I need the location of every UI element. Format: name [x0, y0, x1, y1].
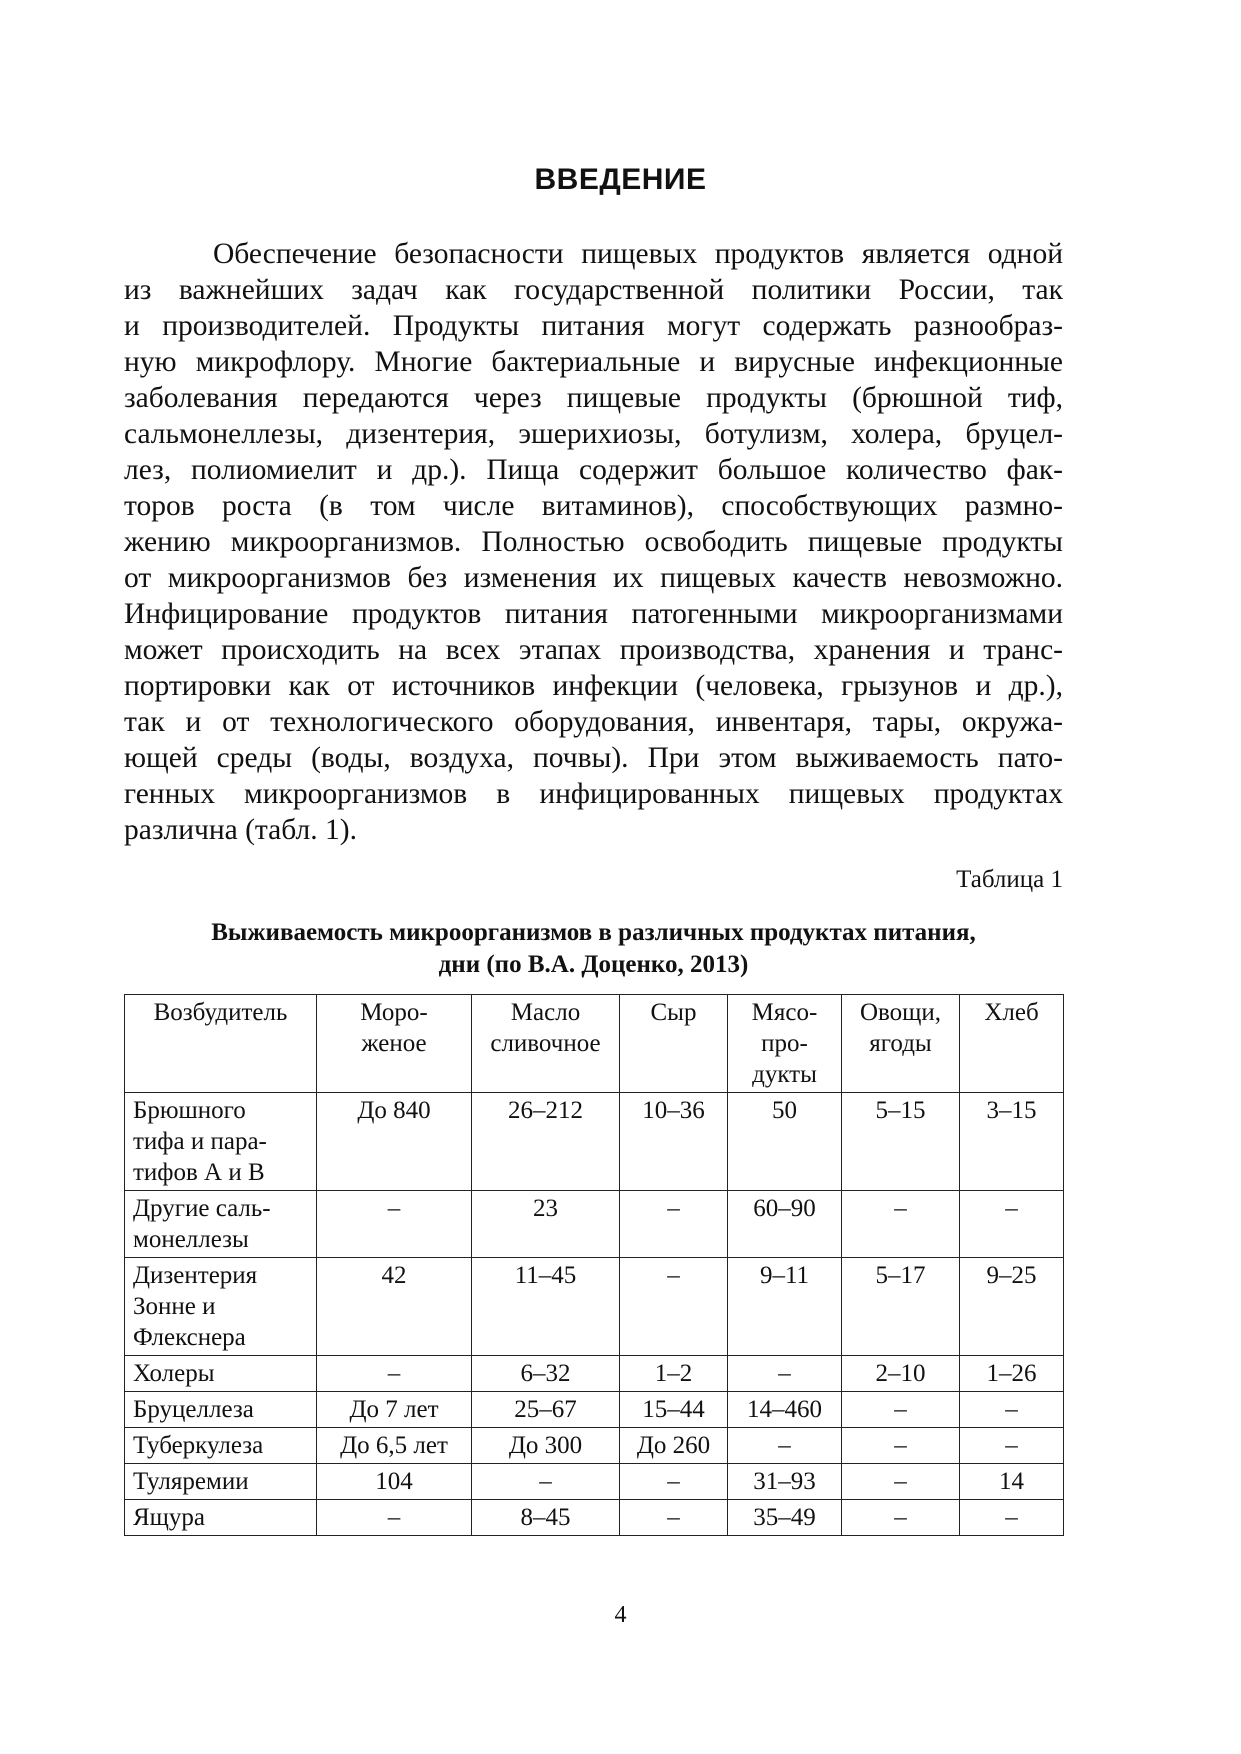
value-cell: 14–460 — [728, 1392, 842, 1428]
value-cell: 10–36 — [620, 1093, 728, 1191]
pathogen-text: Ящура — [133, 1504, 206, 1531]
value-cell: – — [620, 1500, 728, 1536]
header-text: Сыр — [650, 999, 697, 1026]
value-cell: 8–45 — [472, 1500, 620, 1536]
value-cell: – — [960, 1500, 1064, 1536]
value-cell: 11–45 — [472, 1258, 620, 1356]
value-cell: 35–49 — [728, 1500, 842, 1536]
pathogen-text: Бруцеллеза — [133, 1396, 254, 1423]
paragraph-line: может происходить на всех этапах производства, хранения и транс- — [124, 634, 1063, 666]
table-row — [125, 1093, 1064, 1191]
table-row — [125, 1191, 1064, 1258]
table-row — [125, 1428, 1064, 1464]
value-cell: 1–2 — [620, 1356, 728, 1392]
header-text: Хлеб — [984, 999, 1039, 1026]
paragraph-line: торов роста (в том числе витаминов), способствующих размно- — [124, 490, 1063, 522]
pathogen-cell — [125, 1464, 317, 1500]
value-cell: – — [960, 1428, 1064, 1464]
paragraph-line: заболевания передаются через пищевые продукты (брюшной тиф, — [124, 382, 1063, 414]
page-number: 4 — [614, 1602, 627, 1628]
header-text: Овощи, — [859, 999, 942, 1026]
header-pathogen — [125, 995, 317, 1093]
paragraph-line: так и от технологического оборудования, инвентаря, тары, окружа- — [124, 706, 1063, 738]
pathogen-cell — [125, 1191, 317, 1258]
header-text: Возбудитель — [153, 999, 288, 1026]
header-meat — [728, 995, 842, 1093]
value-cell: 25–67 — [472, 1392, 620, 1428]
value-cell: До 840 — [317, 1093, 472, 1191]
value-cell: – — [620, 1464, 728, 1500]
value-cell: – — [960, 1191, 1064, 1258]
pathogen-cell — [125, 1500, 317, 1536]
table-title — [124, 917, 1063, 981]
header-text: женое — [361, 1030, 427, 1057]
survival-table — [124, 994, 1064, 1536]
value-cell: 2–10 — [842, 1356, 960, 1392]
table-row — [125, 1356, 1064, 1392]
value-cell: 9–25 — [960, 1258, 1064, 1356]
pathogen-text: Флекснера — [133, 1324, 246, 1351]
pathogen-text: монеллезы — [133, 1226, 249, 1253]
value-cell: 5–17 — [842, 1258, 960, 1356]
paragraph-line: сальмонеллезы, дизентерия, эшерихиозы, ботулизм, холера, бруцел- — [124, 418, 1063, 450]
value-cell: – — [472, 1464, 620, 1500]
pathogen-cell — [125, 1093, 317, 1191]
header-text: дукты — [752, 1061, 817, 1088]
pathogen-cell — [125, 1392, 317, 1428]
pathogen-text: Другие саль- — [133, 1195, 271, 1222]
table-title-line: дни (по В.А. Доценко, 2013) — [438, 951, 749, 978]
paragraph-line: жению микроорганизмов. Полностью освободить пищевые продукты — [124, 526, 1063, 558]
value-cell: До 260 — [620, 1428, 728, 1464]
value-cell: 31–93 — [728, 1464, 842, 1500]
table-label: Таблица 1 — [956, 866, 1063, 893]
table-row — [125, 1500, 1064, 1536]
value-cell: 26–212 — [472, 1093, 620, 1191]
paragraph-line: лез, полиомиелит и др.). Пища содержит большое количество фак- — [124, 454, 1063, 486]
header-butter — [472, 995, 620, 1093]
pathogen-text: Холеры — [133, 1360, 215, 1387]
pathogen-text: тифа и пара- — [133, 1128, 267, 1155]
pathogen-text: Брюшного — [133, 1097, 246, 1124]
paragraph-line: портировки как от источников инфекции (человека, грызунов и др.), — [124, 670, 1063, 702]
value-cell: До 7 лет — [317, 1392, 472, 1428]
header-bread — [960, 995, 1064, 1093]
value-cell: 42 — [317, 1258, 472, 1356]
table-row — [125, 1392, 1064, 1428]
value-cell: – — [842, 1392, 960, 1428]
value-cell: 50 — [728, 1093, 842, 1191]
pathogen-cell — [125, 1258, 317, 1356]
value-cell: – — [728, 1428, 842, 1464]
value-cell: 1–26 — [960, 1356, 1064, 1392]
header-text: сливочное — [490, 1030, 601, 1057]
value-cell: До 300 — [472, 1428, 620, 1464]
value-cell: 104 — [317, 1464, 472, 1500]
value-cell: 5–15 — [842, 1093, 960, 1191]
value-cell: 15–44 — [620, 1392, 728, 1428]
pathogen-text: Туберкулеза — [133, 1432, 264, 1459]
pathogen-text: тифов А и В — [133, 1159, 265, 1186]
value-cell: – — [842, 1428, 960, 1464]
header-cheese — [620, 995, 728, 1093]
intro-paragraph — [124, 236, 1063, 848]
paragraph-line: генных микроорганизмов в инфицированных пищевых продуктах — [124, 778, 1063, 810]
value-cell: 9–11 — [728, 1258, 842, 1356]
paragraph-line: Инфицирование продуктов питания патогенными микроорганизмами — [124, 598, 1063, 630]
paragraph-line: от микроорганизмов без изменения их пищевых качеств невозможно. — [124, 562, 1063, 594]
pathogen-text: Дизентерия — [133, 1262, 258, 1289]
value-cell: – — [620, 1191, 728, 1258]
header-text: Моро- — [360, 999, 428, 1026]
value-cell: 6–32 — [472, 1356, 620, 1392]
paragraph-line: ющей среды (воды, воздуха, почвы). При этом выживаемость пато- — [124, 742, 1063, 774]
value-cell: – — [842, 1191, 960, 1258]
value-cell: 23 — [472, 1191, 620, 1258]
value-cell: – — [317, 1191, 472, 1258]
value-cell: – — [620, 1258, 728, 1356]
value-cell: До 6,5 лет — [317, 1428, 472, 1464]
header-text: про- — [761, 1030, 808, 1057]
table-row — [125, 1464, 1064, 1500]
header-text: ягоды — [869, 1030, 932, 1057]
value-cell: – — [842, 1464, 960, 1500]
value-cell: – — [317, 1500, 472, 1536]
page-heading: ВВЕДЕНИЕ — [534, 163, 707, 196]
value-cell: 3–15 — [960, 1093, 1064, 1191]
pathogen-cell — [125, 1428, 317, 1464]
table-row — [125, 1258, 1064, 1356]
header-text: Масло — [510, 999, 581, 1026]
table-title-line: Выживаемость микроорганизмов в различных продуктах питания, — [211, 919, 976, 946]
value-cell: 14 — [960, 1464, 1064, 1500]
value-cell: – — [317, 1356, 472, 1392]
header-vegetables — [842, 995, 960, 1093]
table-header-row — [125, 995, 1064, 1093]
paragraph-line: из важнейших задач как государственной политики России, так — [124, 274, 1063, 306]
header-ice-cream — [317, 995, 472, 1093]
pathogen-text: Зонне и — [133, 1293, 216, 1320]
paragraph-line: и производителей. Продукты питания могут содержать разнообраз- — [124, 310, 1063, 342]
paragraph-line: ную микрофлору. Многие бактериальные и вирусные инфекционные — [124, 346, 1063, 378]
pathogen-text: Туляремии — [133, 1468, 249, 1495]
value-cell: – — [842, 1500, 960, 1536]
value-cell: – — [960, 1392, 1064, 1428]
value-cell: – — [728, 1356, 842, 1392]
paragraph-line: Обеспечение безопасности пищевых продуктов является одной — [213, 238, 1063, 270]
paragraph-line: различна (табл. 1). — [124, 814, 357, 846]
header-text: Мясо- — [751, 999, 818, 1026]
value-cell: 60–90 — [728, 1191, 842, 1258]
pathogen-cell — [125, 1356, 317, 1392]
